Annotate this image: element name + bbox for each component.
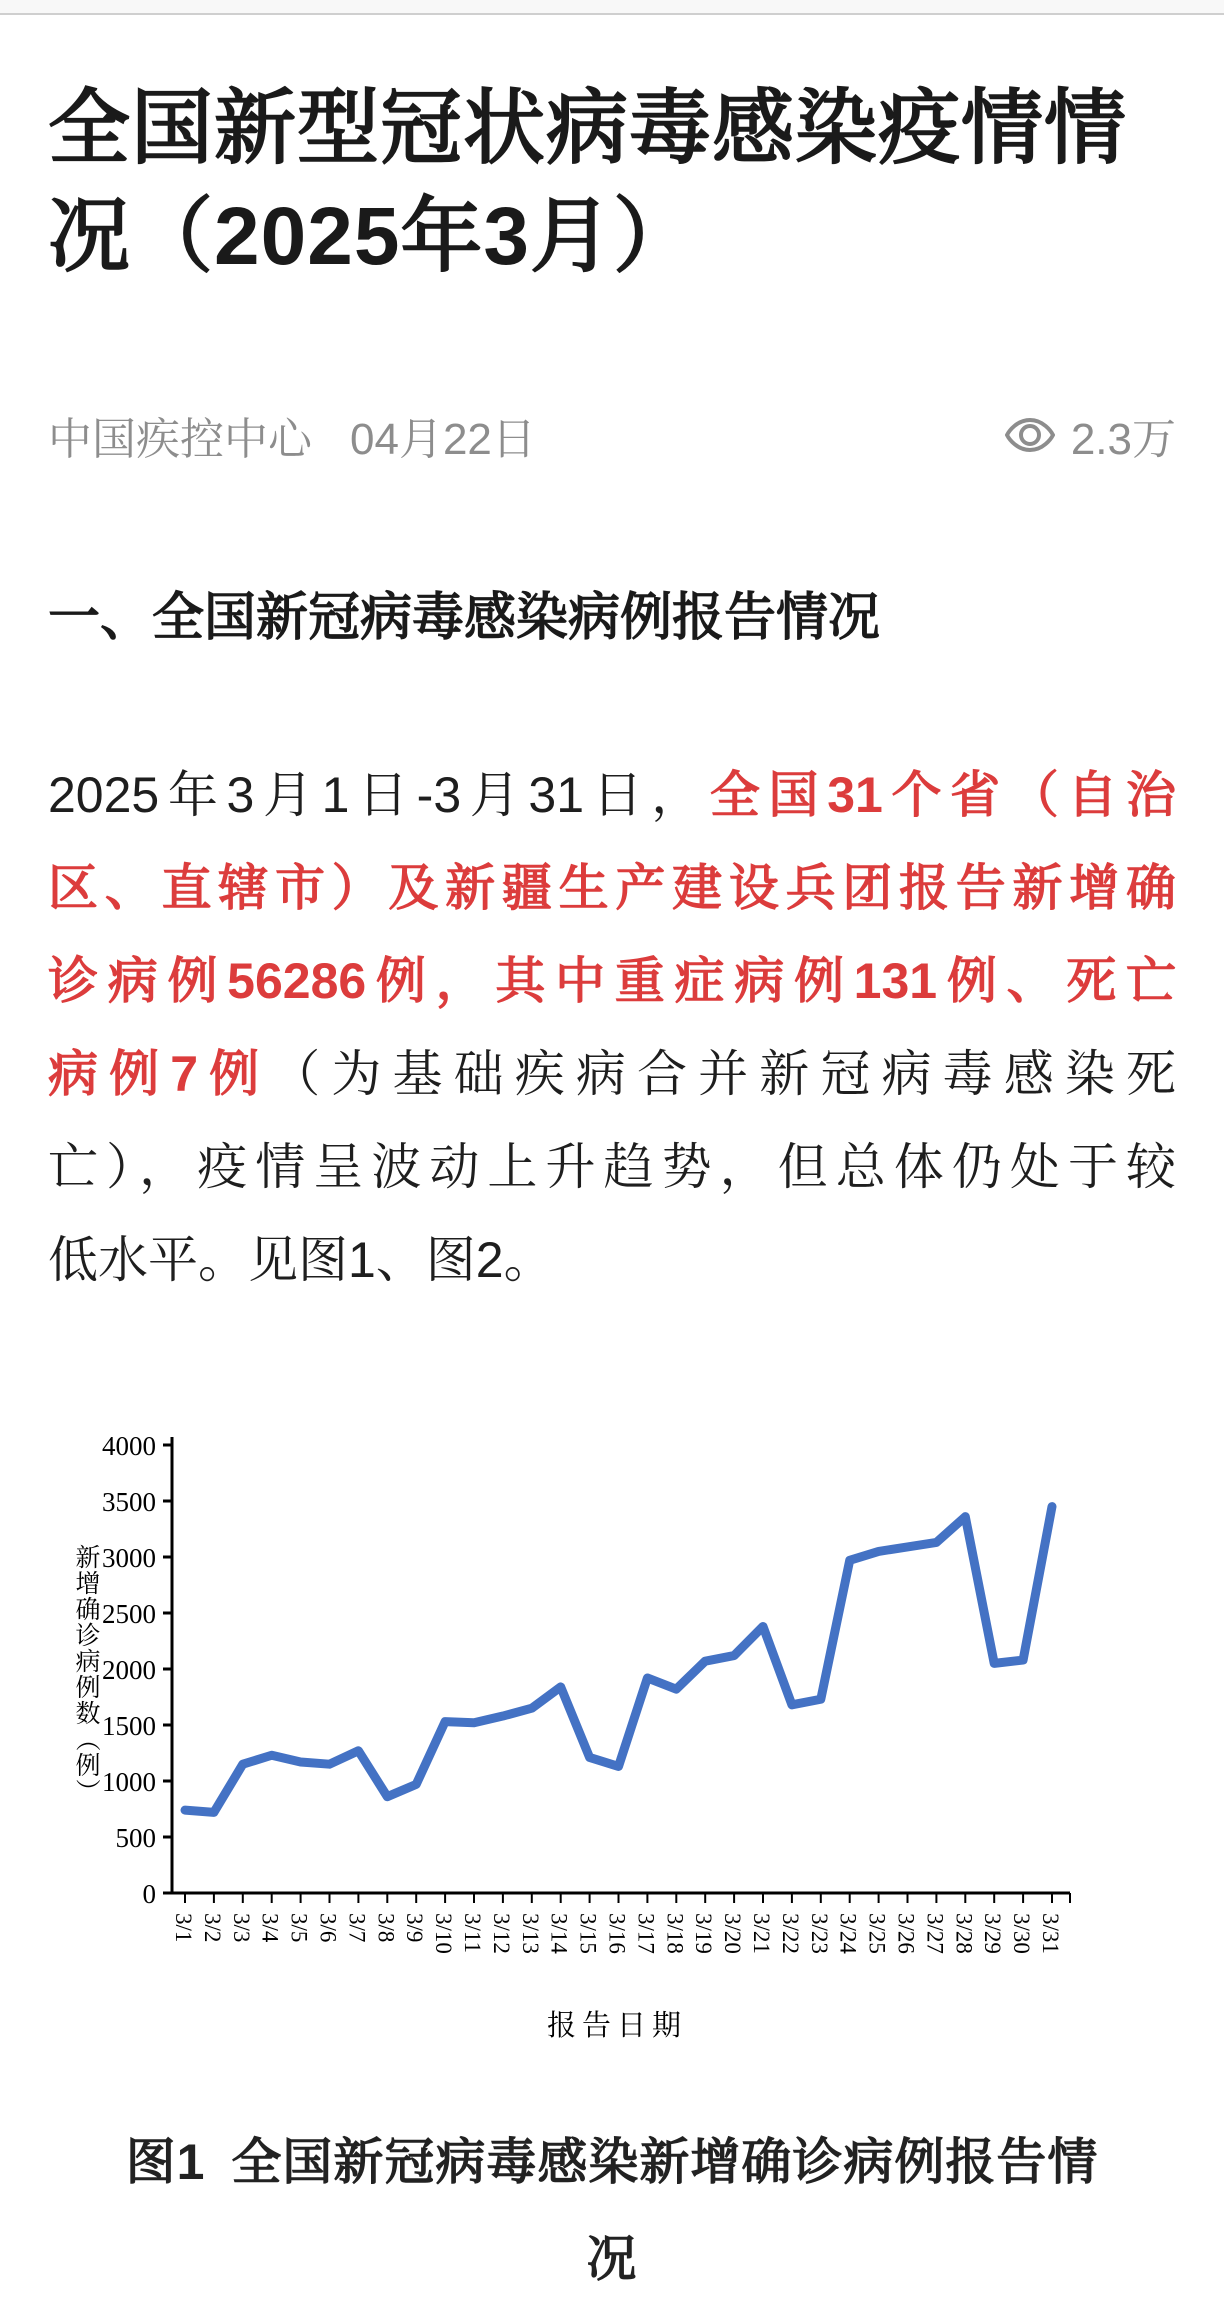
svg-text:3/31: 3/31	[1038, 1913, 1063, 1954]
body-paragraph	[48, 749, 1176, 1307]
svg-text:（: （	[73, 1726, 100, 1752]
svg-text:3/19: 3/19	[691, 1913, 717, 1954]
figure-caption-text: 全国新冠病毒感染新增确诊病例报告情	[231, 2134, 1099, 2191]
svg-text:3/17: 3/17	[633, 1913, 659, 1954]
figure1-chart	[0, 1417, 1224, 2047]
highlight-text: 病例7例	[48, 1046, 271, 1103]
svg-text:3/24: 3/24	[835, 1913, 861, 1954]
svg-text:3/11: 3/11	[460, 1913, 485, 1954]
svg-text:例: 例	[75, 1753, 101, 1781]
svg-text:3/16: 3/16	[604, 1913, 630, 1954]
svg-text:4000: 4000	[102, 1431, 156, 1462]
byline-source: 中国疾控中心	[48, 415, 312, 465]
highlight-text: 区、直辖市）及新疆生产建设兵团报告新增确	[48, 860, 1176, 917]
svg-text:数: 数	[75, 1701, 101, 1729]
svg-text:3/13: 3/13	[517, 1913, 543, 1954]
svg-text:2500: 2500	[102, 1599, 156, 1630]
svg-text:3/6: 3/6	[315, 1913, 341, 1943]
figure-number-label: 图1	[125, 2134, 206, 2191]
body-text: 亡），疫情呈波动上升趋势，但总体仍处于较	[48, 1139, 1176, 1196]
svg-text:3/30: 3/30	[1009, 1913, 1035, 1954]
paragraph-line	[48, 1121, 1176, 1214]
svg-text:3000: 3000	[102, 1543, 156, 1574]
svg-text:3/20: 3/20	[720, 1913, 746, 1954]
svg-text:3/29: 3/29	[980, 1913, 1006, 1954]
paragraph-line	[48, 1214, 1176, 1307]
svg-text:增: 增	[75, 1571, 101, 1599]
paragraph-line	[48, 935, 1176, 1028]
svg-text:病: 病	[75, 1649, 101, 1677]
paragraph-line	[48, 1028, 1176, 1121]
svg-text:3/2: 3/2	[199, 1913, 225, 1943]
svg-text:3/9: 3/9	[402, 1913, 428, 1943]
paragraph-line	[48, 749, 1176, 842]
highlight-text: 全国31个省（自治	[709, 767, 1176, 824]
paragraph-line	[48, 842, 1176, 935]
svg-text:0: 0	[142, 1879, 156, 1910]
page-title: 全国新型冠状病毒感染疫情情况（2025年3月）	[48, 83, 1128, 283]
svg-text:2000: 2000	[102, 1655, 156, 1686]
body-text: （为基础疾病合并新冠病毒感染死	[270, 1046, 1176, 1103]
svg-text:3/15: 3/15	[575, 1913, 601, 1954]
svg-text:3/5: 3/5	[286, 1913, 312, 1943]
svg-text:3/27: 3/27	[922, 1913, 948, 1954]
svg-text:3/21: 3/21	[749, 1913, 774, 1954]
svg-text:报告日期: 报告日期	[546, 2010, 688, 2043]
svg-text:诊: 诊	[75, 1623, 101, 1651]
svg-text:3/25: 3/25	[864, 1913, 890, 1954]
view-count: 2.3万	[1070, 415, 1176, 465]
svg-text:3/28: 3/28	[951, 1913, 977, 1954]
body-text: 低水平。见图1、图2。	[48, 1232, 554, 1289]
svg-text:例: 例	[75, 1675, 101, 1703]
svg-text:3/4: 3/4	[257, 1913, 283, 1943]
svg-text:3/3: 3/3	[228, 1913, 254, 1943]
svg-text:3/18: 3/18	[662, 1913, 688, 1954]
svg-text:3/26: 3/26	[893, 1913, 919, 1954]
svg-text:确: 确	[75, 1597, 101, 1625]
byline-date: 04月22日	[350, 415, 536, 465]
figure1	[0, 1417, 1224, 2308]
svg-text:3/22: 3/22	[777, 1913, 803, 1954]
svg-text:3500: 3500	[102, 1487, 156, 1518]
svg-text:3/10: 3/10	[431, 1913, 457, 1954]
svg-text:3/1: 3/1	[171, 1913, 196, 1943]
svg-text:3/23: 3/23	[806, 1913, 832, 1954]
svg-text:3/12: 3/12	[488, 1913, 514, 1954]
body-text: 2025年3月1日-3月31日，	[48, 767, 710, 824]
byline	[48, 403, 1176, 467]
svg-text:500: 500	[115, 1823, 156, 1854]
top-status-bar	[0, 0, 1224, 15]
svg-text:3/8: 3/8	[373, 1913, 399, 1943]
svg-text:新: 新	[75, 1545, 101, 1573]
eye-icon	[1005, 417, 1055, 453]
figure1-caption	[0, 2114, 1224, 2308]
svg-text:3/7: 3/7	[344, 1913, 370, 1943]
svg-text:3/14: 3/14	[546, 1913, 572, 1954]
figure1-caption-line2: 况	[586, 2231, 638, 2288]
svg-text:1000: 1000	[102, 1767, 156, 1798]
svg-text:1500: 1500	[102, 1711, 156, 1742]
section-heading: 一、全国新冠病毒感染病例报告情况	[48, 589, 881, 648]
svg-text:）: ）	[73, 1778, 100, 1804]
highlight-text: 诊病例56286例，其中重症病例131例、死亡	[48, 953, 1176, 1010]
